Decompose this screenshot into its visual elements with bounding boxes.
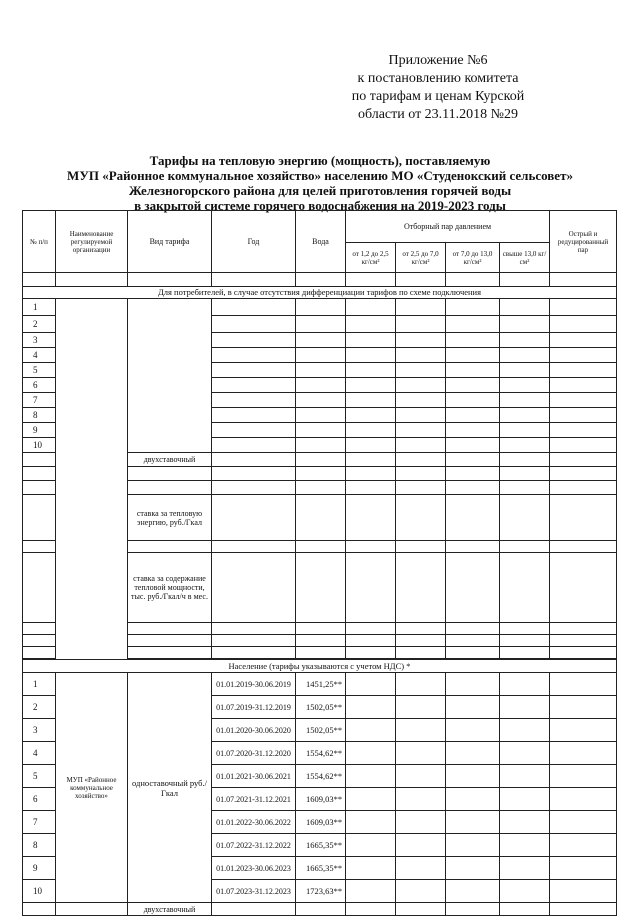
row-number: 1 [23, 299, 56, 316]
tariff-row-number: 10 [23, 880, 56, 903]
section1-org-cell [56, 299, 128, 660]
appendix-line-1: Приложение №6 [388, 53, 488, 68]
tariff-period: 01.01.2019-30.06.2019 [212, 673, 296, 696]
row-number: 5 [23, 363, 56, 378]
tariff-period: 01.07.2021-31.12.2021 [212, 788, 296, 811]
tariff-table [22, 210, 617, 916]
title-line-4: в закрытой системе горячего водоснабжения на 2019-2023 годы [134, 198, 506, 213]
section1-type-cell [128, 299, 212, 453]
header-steam-2: от 2,5 до 7,0 кг/см² [396, 243, 446, 273]
water-tariff-value: 1451,25** [296, 673, 346, 696]
section1-row-1 [23, 299, 617, 316]
row-number: 8 [23, 408, 56, 423]
appendix-line-4: области от 23.11.2018 №29 [357, 107, 519, 122]
water-tariff-value: 1554,62** [296, 742, 346, 765]
title-line-3: Железногорского района для целей приготовления горячей воды [128, 183, 512, 198]
org-name: МУП «Районное коммунальное хозяйство» [56, 673, 128, 903]
header-steam-3: от 7,0 до 13,0 кг/см² [446, 243, 500, 273]
row-number: 4 [23, 348, 56, 363]
one-part-tariff: одноставочный руб./Гкал [128, 673, 212, 903]
title-line-1: Тарифы на тепловую энергию (мощность), поставляемую [149, 153, 491, 168]
document-title [40, 153, 600, 213]
row-number: 6 [23, 378, 56, 393]
water-tariff-value: 1554,62** [296, 765, 346, 788]
tariff-period: 01.07.2023-31.12.2023 [212, 880, 296, 903]
water-tariff-value: 1502,05** [296, 696, 346, 719]
water-tariff-value: 1609,03** [296, 788, 346, 811]
header-num: № п/п [23, 211, 56, 273]
header-year: Год [212, 211, 296, 273]
row-number: 2 [23, 316, 56, 333]
row-number: 7 [23, 393, 56, 408]
header-steam: Отборный пар давлением [346, 211, 550, 243]
row-number: 9 [23, 423, 56, 438]
header-water: Вода [296, 211, 346, 273]
header-row [23, 211, 617, 243]
header-steam-1: от 1,2 до 2,5 кг/см² [346, 243, 396, 273]
section1-row [23, 287, 617, 299]
capacity-rate-label: ставка за содержание тепловой мощности, тыс. руб./Гкал/ч в мес. [128, 553, 212, 623]
bottom-two-part-label: двухставочный [128, 903, 212, 916]
blank-row [23, 273, 617, 287]
section2-row [23, 660, 617, 673]
energy-rate-label: ставка за тепловую энергию, руб./Гкал [128, 495, 212, 541]
row-number: 10 [23, 438, 56, 453]
two-part-label: двухставочный [128, 453, 212, 467]
tariff-row-number: 2 [23, 696, 56, 719]
tariff-period: 01.01.2020-30.06.2020 [212, 719, 296, 742]
tariff-row-number: 5 [23, 765, 56, 788]
tariff-period: 01.07.2022-31.12.2022 [212, 834, 296, 857]
header-steam-4: свыше 13,0 кг/см² [500, 243, 550, 273]
bottom-two-part-row [23, 903, 617, 916]
tariff-period: 01.01.2023-30.06.2023 [212, 857, 296, 880]
section2-title: Население (тарифы указываются с учетом НДС) * [23, 660, 617, 673]
tariff-row-number: 3 [23, 719, 56, 742]
tariff-row-number: 1 [23, 673, 56, 696]
header-org: Наименование регулируемой организации [56, 211, 128, 273]
water-tariff-value: 1609,03** [296, 811, 346, 834]
header-sharp-steam: Острый и редуцированный пар [550, 211, 617, 273]
water-tariff-value: 1502,05** [296, 719, 346, 742]
water-tariff-value: 1665,35** [296, 834, 346, 857]
tariff-period: 01.01.2021-30.06.2021 [212, 765, 296, 788]
tariff-row-number: 6 [23, 788, 56, 811]
appendix-line-2: к постановлению комитета [357, 71, 519, 86]
tariff-period: 01.01.2022-30.06.2022 [212, 811, 296, 834]
header-tariff-type: Вид тарифа [128, 211, 212, 273]
tariff-row-number: 7 [23, 811, 56, 834]
tariff-table-wrapper [22, 210, 616, 916]
tariff-period: 01.07.2019-31.12.2019 [212, 696, 296, 719]
tariff-period: 01.07.2020-31.12.2020 [212, 742, 296, 765]
tariff-row-number: 8 [23, 834, 56, 857]
row-number: 3 [23, 333, 56, 348]
tariff-row [23, 673, 617, 696]
tariff-row-number: 4 [23, 742, 56, 765]
appendix-line-3: по тарифам и ценам Курской [351, 89, 525, 104]
tariff-row-number: 9 [23, 857, 56, 880]
appendix-header [328, 52, 548, 124]
section1-title: Для потребителей, в случае отсутствия дифференциации тарифов по схеме подключения [23, 287, 617, 299]
title-line-2: МУП «Районное коммунальное хозяйство» населению МО «Студенокский сельсовет» [67, 168, 573, 183]
water-tariff-value: 1723,63** [296, 880, 346, 903]
water-tariff-value: 1665,35** [296, 857, 346, 880]
